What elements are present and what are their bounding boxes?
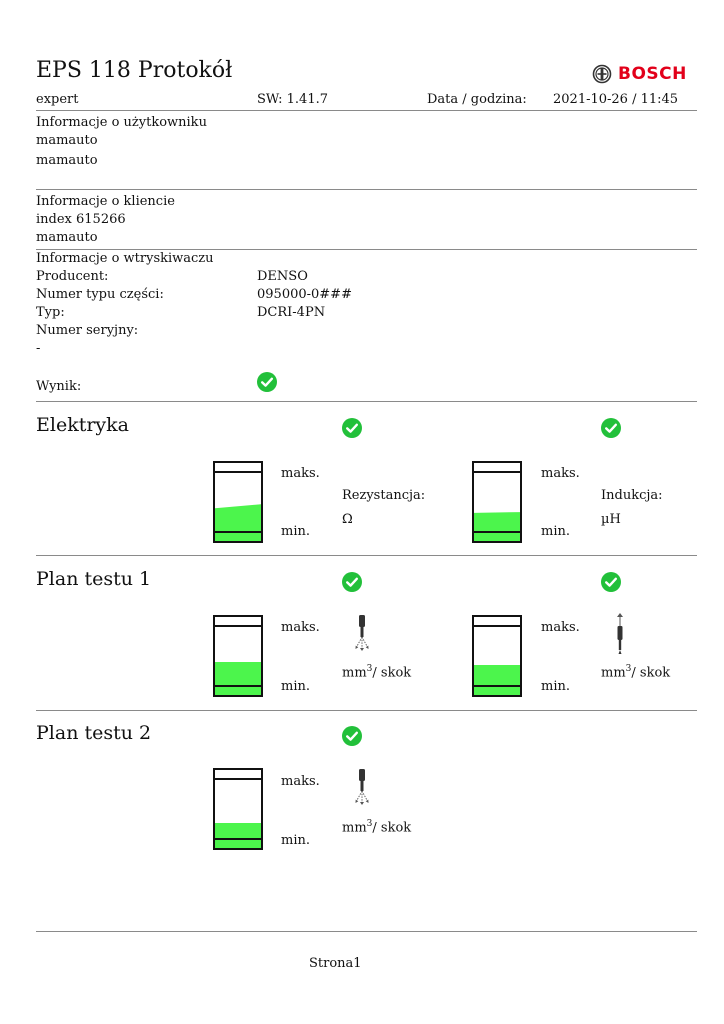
result-pass-check-icon bbox=[257, 372, 277, 392]
resistance-gauge-fill bbox=[215, 463, 261, 541]
date-value: 2021-10-26 / 11:45 bbox=[553, 92, 679, 107]
injector-info-title: Informacje o wtryskiwaczu bbox=[36, 251, 214, 266]
plan2-left-gauge bbox=[213, 768, 263, 850]
mode-label: expert bbox=[36, 92, 79, 107]
client-info-line: index 615266 bbox=[36, 212, 126, 227]
divider bbox=[36, 189, 697, 190]
page-number: Strona1 bbox=[309, 956, 362, 971]
producer-value: DENSO bbox=[257, 269, 308, 284]
divider bbox=[36, 931, 697, 932]
resistance-label: Rezystancja: bbox=[342, 488, 426, 503]
gauge-max-label: maks. bbox=[281, 620, 320, 635]
part-number-value: 095000-0### bbox=[257, 287, 352, 302]
resistance-unit: Ω bbox=[342, 512, 353, 527]
plan2-left-pass-check-icon bbox=[342, 726, 362, 746]
gauge-max-label: maks. bbox=[541, 620, 580, 635]
plan1-left-unit: $mm^3/$ skok bbox=[342, 664, 412, 681]
serial-number-label: Numer seryjny: bbox=[36, 323, 139, 338]
section-title-electrics: Elektryka bbox=[36, 414, 129, 436]
gauge-min-label: min. bbox=[281, 679, 310, 694]
resistance-pass-check-icon bbox=[342, 418, 362, 438]
plan2-left-gauge-fill bbox=[215, 823, 261, 848]
divider bbox=[36, 401, 697, 402]
producer-label: Producent: bbox=[36, 269, 109, 284]
plan1-right-gauge bbox=[472, 615, 522, 697]
brand-name: BOSCH bbox=[618, 64, 687, 84]
divider bbox=[36, 249, 697, 250]
user-info-line: mamauto bbox=[36, 133, 98, 148]
section-title-plan1: Plan testu 1 bbox=[36, 568, 152, 590]
divider bbox=[36, 110, 697, 111]
inductance-unit: µH bbox=[601, 512, 621, 527]
gauge-min-label: min. bbox=[281, 833, 310, 848]
client-info-line: mamauto bbox=[36, 230, 98, 245]
gauge-max-label: maks. bbox=[541, 466, 580, 481]
plan1-right-unit: $mm^3/$ skok bbox=[601, 664, 671, 681]
date-label: Data / godzina: bbox=[427, 92, 527, 107]
plan1-left-pass-check-icon bbox=[342, 572, 362, 592]
page-title: EPS 118 Protokół bbox=[36, 58, 233, 83]
plan1-right-pass-check-icon bbox=[601, 572, 621, 592]
divider bbox=[36, 710, 697, 711]
user-info-line: mamauto bbox=[36, 153, 98, 168]
part-number-label: Numer typu części: bbox=[36, 287, 164, 302]
resistance-gauge bbox=[213, 461, 263, 543]
gauge-min-label: min. bbox=[541, 679, 570, 694]
bosch-logo bbox=[592, 64, 687, 84]
client-info-title: Informacje o kliencie bbox=[36, 194, 175, 209]
plan1-right-gauge-fill bbox=[474, 665, 520, 695]
bosch-armature-icon bbox=[592, 64, 612, 84]
inductance-label: Indukcja: bbox=[601, 488, 663, 503]
plan1-left-gauge-fill bbox=[215, 662, 261, 695]
plan1-left-gauge bbox=[213, 615, 263, 697]
type-label: Typ: bbox=[36, 305, 65, 320]
injector-spray-icon bbox=[352, 614, 372, 656]
gauge-min-label: min. bbox=[541, 524, 570, 539]
serial-number-value: - bbox=[36, 341, 41, 356]
section-title-plan2: Plan testu 2 bbox=[36, 722, 152, 744]
type-value: DCRI-4PN bbox=[257, 305, 326, 320]
inductance-pass-check-icon bbox=[601, 418, 621, 438]
user-info-title: Informacje o użytkowniku bbox=[36, 115, 207, 130]
software-version: SW: 1.41.7 bbox=[257, 92, 328, 107]
plan2-left-unit: $mm^3/$ skok bbox=[342, 819, 412, 836]
inductance-gauge bbox=[472, 461, 522, 543]
injector-spray-icon bbox=[352, 768, 372, 810]
gauge-max-label: maks. bbox=[281, 466, 320, 481]
gauge-min-label: min. bbox=[281, 524, 310, 539]
result-label: Wynik: bbox=[36, 379, 82, 394]
gauge-max-label: maks. bbox=[281, 774, 320, 789]
divider bbox=[36, 555, 697, 556]
inductance-gauge-fill bbox=[474, 463, 520, 541]
injector-arrow-icon bbox=[612, 612, 628, 656]
